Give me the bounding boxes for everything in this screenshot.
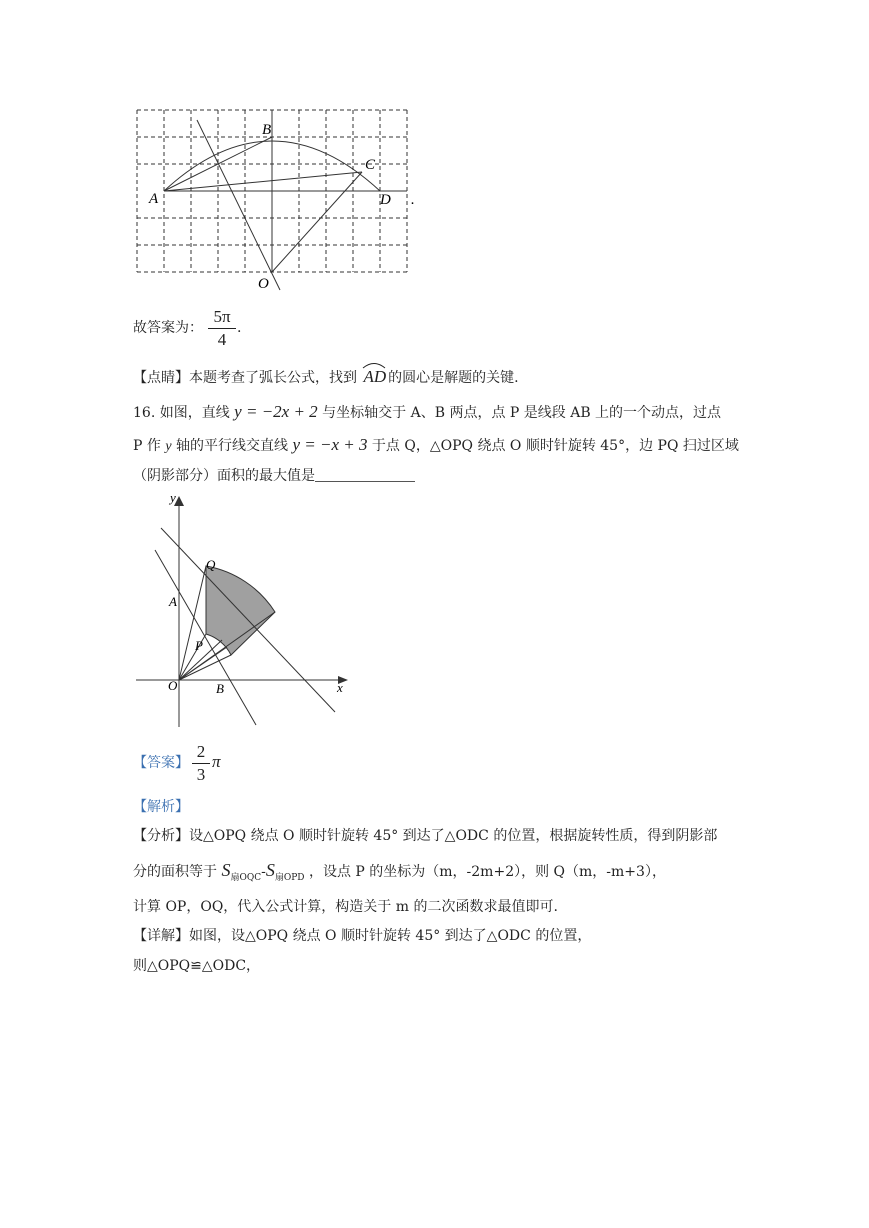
problem-text: 轴的平行线交直线 (176, 438, 288, 454)
label-y: y (170, 490, 176, 505)
arc-label: AD (363, 367, 387, 386)
fenxi-tag: 【分析】 (133, 828, 189, 844)
problem-text: 于点 Q，△OPQ 绕点 O 顺时针旋转 45°，边 PQ 扫过区域 (371, 438, 739, 454)
problem-text: （阴影部分）面积的最大值是 (133, 468, 315, 484)
segment-rotation-2 (179, 647, 227, 680)
fenxi-line-2 (133, 860, 666, 888)
sector-area-symbol: S (221, 860, 231, 880)
problem-text: 与坐标轴交于 A、B 两点，点 P 是线段 AB 上的一个动点，过点 (322, 405, 722, 421)
label-o: O (168, 678, 178, 693)
problem-line-1 (133, 402, 721, 423)
detail-line-2 (133, 956, 260, 976)
problem-text: P 作 (133, 438, 161, 454)
answer-tag: 【答案】 (133, 755, 189, 771)
detail-line-1 (133, 926, 591, 946)
grid-arc-figure (125, 100, 425, 300)
sector-area-symbol: S (265, 860, 275, 880)
final-answer-fraction (191, 741, 211, 786)
analysis-tag: 【解析】 (133, 799, 189, 815)
problem-line-2 (133, 435, 739, 457)
label-d: D (380, 192, 391, 208)
label-b: B (216, 681, 224, 696)
comment-text-b: 的圆心是解题的关键. (388, 370, 519, 386)
answer-numerator: 5π (213, 307, 231, 326)
final-denominator: 3 (196, 765, 206, 784)
problem-line-3 (133, 466, 415, 486)
arc-cap-icon (362, 361, 386, 369)
comment-tag: 【点睛】 (133, 370, 189, 386)
problem-number: 16. (133, 405, 156, 421)
equation-line2: y = −x + 3 (292, 435, 368, 454)
segment-co (272, 172, 362, 272)
final-numerator: 2 (196, 742, 206, 761)
label-p: P (195, 638, 203, 653)
minus-sign: - (261, 864, 266, 880)
label-x: x (337, 680, 343, 695)
y-variable: y (165, 439, 172, 454)
arc-ad-symbol (361, 367, 388, 388)
figure1-period: . (411, 192, 415, 208)
fenxi-text: 设△OPQ 绕点 O 顺时针旋转 45° 到达了△ODC 的位置，根据旋转性质，得到阴影部 (189, 828, 718, 844)
label-o: O (258, 276, 269, 292)
segment-oq (179, 566, 206, 680)
label-a: A (149, 191, 159, 207)
coordinate-figure (130, 490, 360, 735)
sector-subscript: 扇OQC (230, 872, 262, 883)
detail-tag: 【详解】 (133, 928, 189, 944)
detail-text: 则△OPQ≌△ODC， (133, 958, 261, 974)
detail-text: 如图，设△OPQ 绕点 O 顺时针旋转 45° 到达了△ODC 的位置， (189, 928, 592, 944)
problem-text: 如图，直线 (159, 405, 230, 421)
fenxi-text: 分的面积等于 (133, 864, 217, 880)
label-q: Q (206, 557, 216, 572)
comment-line (133, 367, 519, 388)
fenxi-text: 计算 OP，OQ，代入公式计算，构造关于 m 的二次函数求最值即可. (133, 899, 558, 915)
answer-suffix: . (237, 320, 242, 336)
answer-blank (315, 467, 415, 482)
shaded-region (206, 566, 275, 655)
label-c: C (365, 157, 376, 173)
fenxi-text: ，设点 P 的坐标为（m，-2m+2），则 Q（m，-m+3）， (308, 864, 666, 880)
label-a: A (169, 594, 177, 609)
line-y-neg-x-plus-3 (161, 528, 335, 712)
segment-ac (164, 172, 362, 191)
sector-subscript: 扇OPD (274, 872, 305, 883)
equation-line1: y = −2x + 2 (234, 402, 318, 421)
fenxi-line-3 (133, 897, 558, 917)
answer-fraction (207, 306, 237, 351)
comment-text-a: 本题考查了弧长公式，找到 (189, 370, 357, 386)
answer-prefix: 故答案为： (133, 320, 203, 336)
label-b: B (262, 122, 272, 138)
fenxi-line-1 (133, 826, 717, 846)
answer-denominator: 4 (217, 330, 227, 349)
final-pi: π (212, 752, 221, 771)
